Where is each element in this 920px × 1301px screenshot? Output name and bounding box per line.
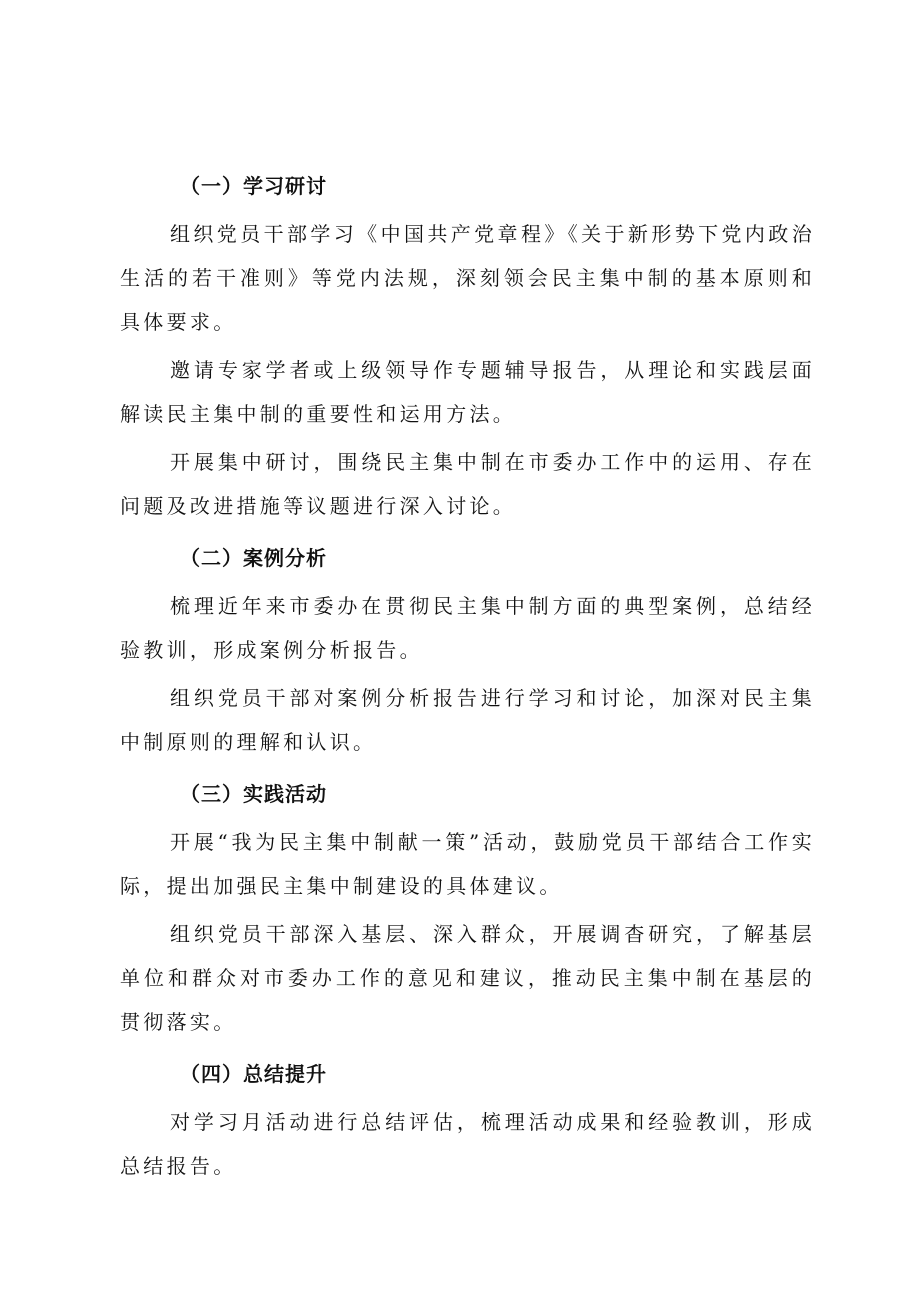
section-heading-practice: （三）实践活动 (180, 782, 327, 806)
paragraph: 组织党员干部对案例分析报告进行学习和讨论，加深对民主集中制原则的理解和认识。 (120, 686, 815, 754)
paragraph: 组织党员干部深入基层、深入群众，开展调杳研究，了解基层单位和群众对市委办工作的意见和建议，推动民主集中制在基层的贯彻落实。 (120, 922, 815, 1034)
paragraph: 梳理近年来市委办在贯彻民主集中制方面的典型案例，总结经验教训，形成案例分析报告。 (120, 594, 815, 662)
paragraph: 开展集中研讨，围绕民主集中制在市委办工作中的运用、存在问题及改进措施等议题进行深入讨论。 (120, 450, 815, 518)
document-page (120, 164, 815, 1188)
paragraph: 邀请专家学者或上级领导作专题辅导报告，从理论和实践层面解读民主集中制的重要性和运用方法。 (120, 358, 815, 426)
paragraph: 对学习月活动进行总结评估，梳理活动成果和经验教训，形成总结报告。 (120, 1110, 815, 1178)
paragraph: 组织党员干部学习《中国共产党章程》《关于新形势下党内政治生活的若干准则》等党内法规，深刻领会民主集中制的基本原则和具体要求。 (120, 222, 815, 334)
paragraph: 开展“我为民主集中制献一策”活动，鼓励党员干部结合工作实际，提出加强民主集中制建设的具体建议。 (120, 830, 815, 898)
section-heading-case-analysis: （二）案例分析 (180, 546, 327, 570)
section-heading-summary: （四）总结提升 (180, 1062, 327, 1086)
section-heading-study: （一）学习研讨 (180, 174, 327, 198)
